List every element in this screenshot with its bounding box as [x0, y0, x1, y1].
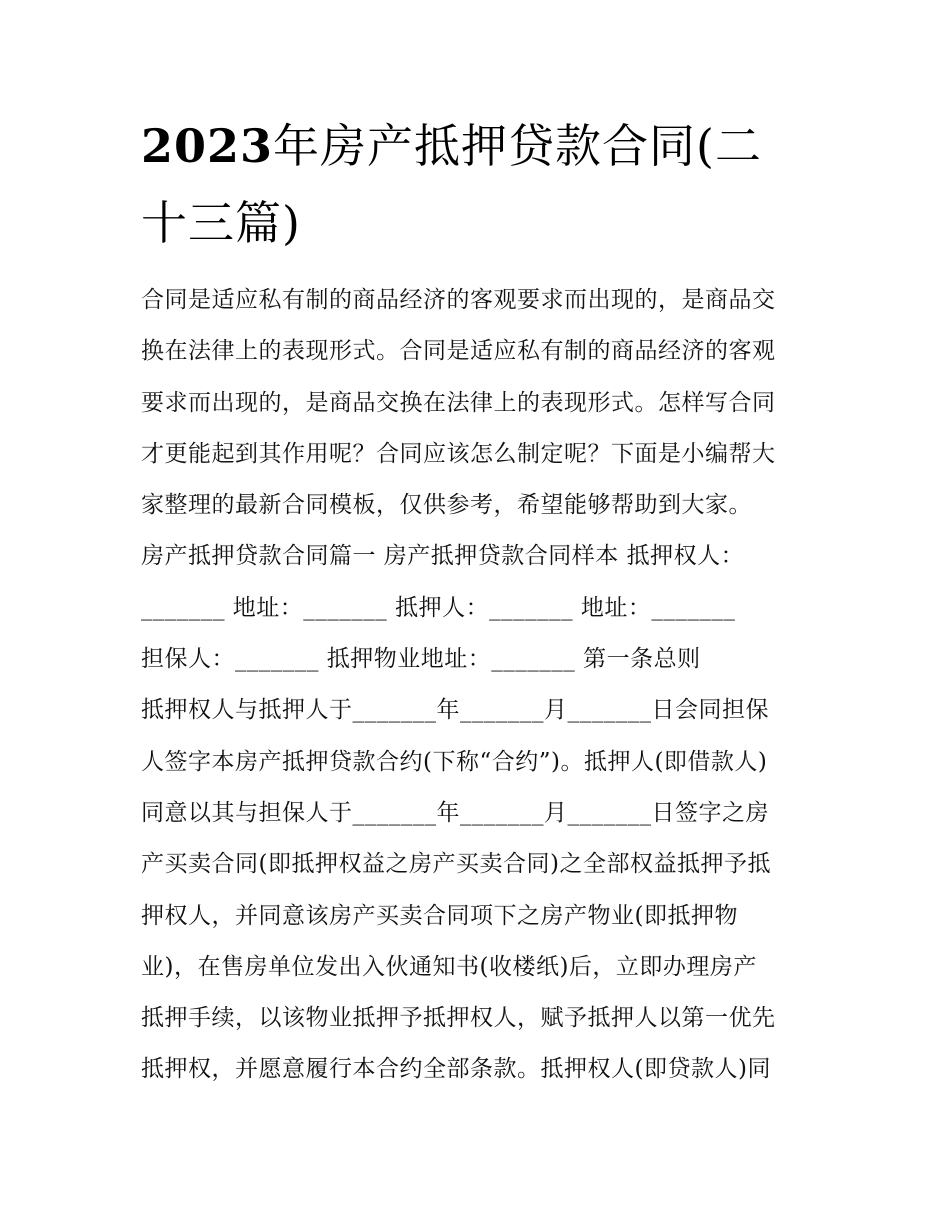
body-line: 人签字本房产抵押贷款合约(下称“合约”)。抵押人(即借款人)	[141, 748, 768, 775]
body-line: 抵押权，并愿意履行本合约全部条款。抵押权人(即贷款人)同	[141, 1056, 771, 1083]
body-line: 产买卖合同(即抵押权益之房产买卖合同)之全部权益抵押予抵	[141, 851, 771, 878]
body-line: 换在法律上的表现形式。合同是适应私有制的商品经济的客观	[141, 338, 776, 365]
title-year: 2023	[141, 119, 274, 173]
title-line1-text: 年房产抵押贷款合同(二	[273, 119, 762, 173]
body-line: 担保人：_______ 抵押物业地址：_______ 第一条总则	[141, 646, 701, 673]
title-line2-text: 十三篇)	[141, 196, 301, 250]
body-line: 家整理的最新合同模板，仅供参考，希望能够帮助到大家。	[141, 492, 752, 519]
body-line: 才更能起到其作用呢？合同应该怎么制定呢？下面是小编帮大	[141, 440, 776, 467]
body-line: 抵押手续，以该物业抵押予抵押权人，赋予抵押人以第一优先	[141, 1005, 776, 1032]
body-line: 同意以其与担保人于_______年_______月_______日签字之房	[141, 799, 769, 826]
body-line: 业)，在售房单位发出入伙通知书(收楼纸)后，立即办理房产	[141, 953, 757, 980]
body-line: 合同是适应私有制的商品经济的客观要求而出现的，是商品交	[141, 287, 776, 313]
body-line: 房产抵押贷款合同篇一 房产抵押贷款合同样本 抵押权人：	[141, 543, 745, 570]
document-body	[141, 275, 821, 1096]
body-line: _______ 地址：_______ 抵押人：_______ 地址：_______	[141, 594, 736, 621]
document-title	[141, 108, 821, 262]
body-line: 抵押权人与抵押人于_______年_______月_______日会同担保	[141, 697, 769, 724]
body-line: 押权人，并同意该房产买卖合同项下之房产物业(即抵押物	[141, 902, 738, 929]
body-line: 要求而出现的，是商品交换在法律上的表现形式。怎样写合同	[141, 389, 776, 416]
